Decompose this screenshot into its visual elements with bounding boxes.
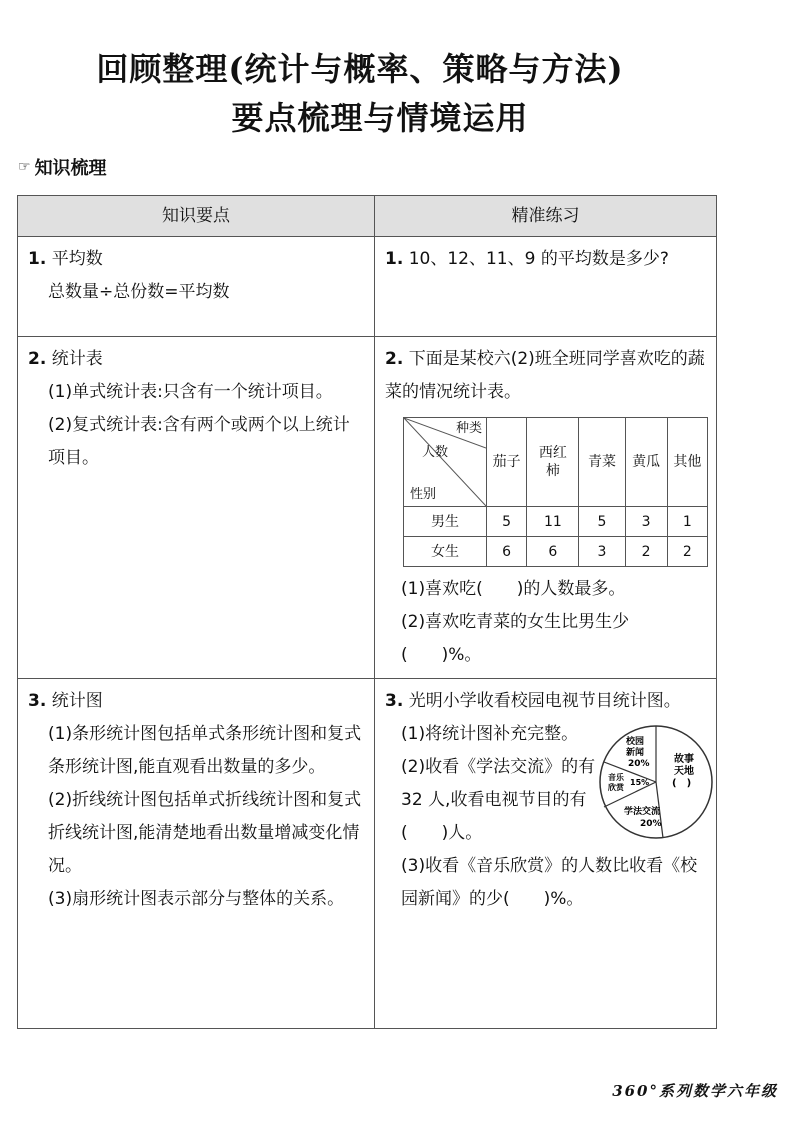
table-cell: 6: [487, 537, 527, 567]
footer-series-label: 360°系列数学六年级: [612, 1082, 778, 1100]
table-cell: 1: [667, 507, 707, 537]
page-title-line2: 要点梳理与情境运用: [231, 99, 529, 137]
table-cell: 6: [527, 537, 579, 567]
item-number: 1.: [385, 249, 404, 269]
item-title: 平均数: [51, 249, 103, 269]
pie-label-study-pct: 20%: [640, 819, 662, 829]
pie-label-music-pct: 15%: [630, 778, 650, 787]
pie-label-news2: 新闻: [626, 748, 645, 758]
pie-label-study: 学法交流: [624, 807, 661, 817]
sub-question: (1)将统计图补充完整。: [401, 724, 579, 744]
table-row: [18, 237, 717, 337]
practice-cell-2: [375, 337, 717, 679]
knowledge-table: [17, 195, 717, 1029]
pie-label-story2: 天地: [674, 766, 694, 777]
practice-cell-3: [375, 679, 717, 1029]
sub-question: (2)喜欢吃青菜的女生比男生少( )%。: [401, 612, 630, 665]
header-practice: 精准练习: [375, 196, 717, 237]
practice-cell-1: [375, 237, 717, 337]
table-cell: 2: [667, 537, 707, 567]
table-cell: 11: [527, 507, 579, 537]
column-header: 其他: [667, 418, 707, 507]
item-number: 1.: [28, 249, 47, 269]
point-text: (3)扇形统计图表示部分与整体的关系。: [48, 889, 345, 909]
pie-label-news: 校园: [626, 737, 645, 747]
corner-label-gender: 性别: [410, 487, 437, 502]
table-row: [18, 337, 717, 679]
sub-question: (2)收看《学法交流》的有 32 人,收看电视节目的有( )人。: [401, 757, 596, 843]
question-text: 10、12、11、9 的平均数是多少?: [408, 249, 669, 269]
pie-chart: [596, 722, 716, 842]
item-number: 2.: [385, 349, 404, 369]
table-row: [404, 537, 708, 567]
section-label: [18, 154, 107, 180]
section-label-text: 知识梳理: [34, 158, 107, 179]
item-number: 2.: [28, 349, 47, 369]
point-text: (1)单式统计表:只含有一个统计项目。: [48, 382, 333, 402]
knowledge-cell-3: [18, 679, 375, 1029]
table-cell: 3: [625, 507, 667, 537]
item-number: 3.: [28, 691, 47, 711]
column-header: 黄瓜: [625, 418, 667, 507]
column-header: 茄子: [487, 418, 527, 507]
item-number: 3.: [385, 691, 404, 711]
pie-label-story: 故事: [674, 754, 694, 765]
question-text: 光明小学收看校园电视节目统计图。: [408, 691, 681, 711]
sub-question: (3)收看《音乐欣赏》的人数比收看《校园新闻》的少( )%。: [401, 856, 698, 909]
corner-label-category: 种类: [455, 421, 482, 436]
pie-label-news-pct: 20%: [628, 759, 650, 769]
row-label: 男生: [404, 507, 487, 537]
table-cell: 2: [625, 537, 667, 567]
point-text: (2)复式统计表:含有两个或两个以上统计项目。: [48, 415, 350, 468]
pointing-hand-icon: ☞: [18, 159, 31, 175]
knowledge-cell-2: [18, 337, 375, 679]
column-header: 西红柿: [527, 418, 579, 507]
column-header: 青菜: [579, 418, 625, 507]
point-text: (1)条形统计图包括单式条形统计图和复式条形统计图,能直观看出数量的多少。: [48, 724, 362, 777]
item-title: 统计表: [51, 349, 103, 369]
knowledge-cell-1: [18, 237, 375, 337]
page-title-line1: 回顾整理(统计与概率、策略与方法): [96, 50, 624, 88]
question-text: 下面是某校六(2)班全班同学喜欢吃的蔬菜的情况统计表。: [385, 349, 705, 402]
vegetable-table: [403, 417, 708, 567]
header-knowledge-points: 知识要点: [18, 196, 375, 237]
table-row: [18, 679, 717, 1029]
table-cell: 5: [579, 507, 625, 537]
table-row: [404, 507, 708, 537]
item-title: 统计图: [51, 691, 103, 711]
pie-label-music: 音乐: [608, 773, 624, 782]
pie-label-story-pct: ( ): [672, 778, 692, 789]
pie-label-music2: 欣赏: [608, 783, 624, 792]
corner-label-count: 人数: [422, 445, 449, 460]
row-label: 女生: [404, 537, 487, 567]
pie-chart-svg: [596, 722, 716, 842]
table-cell: 3: [579, 537, 625, 567]
diagonal-header-cell: [404, 418, 486, 506]
formula-text: 总数量÷总份数=平均数: [48, 282, 230, 302]
point-text: (2)折线统计图包括单式折线统计图和复式折线统计图,能清楚地看出数量增减变化情况。: [48, 790, 362, 876]
table-cell: 5: [487, 507, 527, 537]
sub-question: (1)喜欢吃( )的人数最多。: [401, 579, 626, 599]
